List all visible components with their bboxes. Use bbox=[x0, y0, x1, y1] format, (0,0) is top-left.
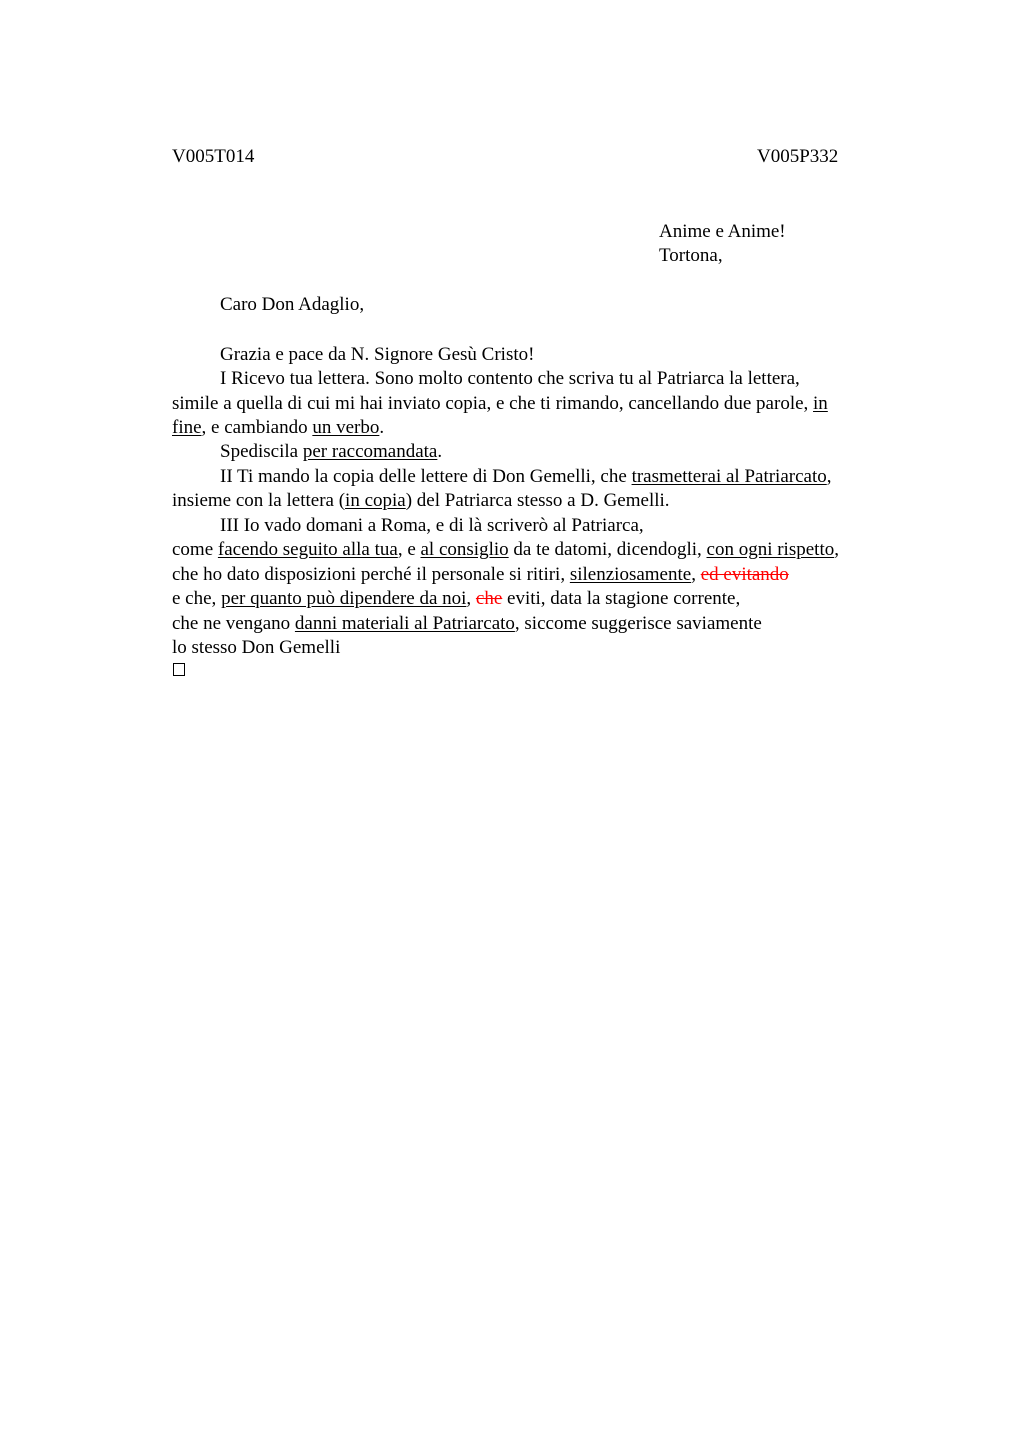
text-run: insieme con la lettera ( bbox=[172, 490, 346, 511]
paragraph-line bbox=[172, 416, 384, 440]
text-run: lo stesso Don Gemelli bbox=[172, 637, 341, 658]
place-line: Tortona, bbox=[659, 245, 723, 266]
text-run: , e bbox=[397, 539, 421, 560]
underlined-text: al consiglio bbox=[420, 539, 509, 560]
text-run: II Ti mando la copia delle lettere di Don Gemelli, che bbox=[220, 466, 632, 487]
text-run: III Io vado domani a Roma, e di là scriverò al Patriarca, bbox=[220, 515, 644, 536]
salutation: Caro Don Adaglio, bbox=[220, 294, 365, 315]
underlined-text: facendo seguito alla tua bbox=[217, 539, 398, 560]
document-code-left: V005T014 bbox=[172, 146, 255, 167]
underlined-text: trasmetterai al Patriarcato bbox=[631, 466, 827, 487]
document-code-right: V005P332 bbox=[757, 146, 839, 167]
text-run: che ho dato disposizioni perché il personale si ritiri, bbox=[172, 564, 570, 585]
underlined-text: per quanto può dipendere da noi bbox=[221, 588, 467, 609]
text-run: , e cambiando bbox=[201, 417, 313, 438]
deleted-text: che bbox=[475, 588, 503, 609]
underlined-text: in copia bbox=[345, 490, 406, 511]
text-run: ) del Patriarca stesso a D. Gemelli. bbox=[405, 490, 670, 511]
missing-glyph-box-icon bbox=[173, 663, 185, 676]
text-run: , siccome suggerisce saviamente bbox=[514, 613, 762, 634]
paragraph-line bbox=[172, 563, 789, 587]
paragraph-line bbox=[172, 489, 670, 513]
paragraph-line bbox=[220, 465, 832, 489]
paragraph-line bbox=[172, 612, 762, 636]
text-run: come bbox=[172, 539, 218, 560]
underlined-text: per raccomandata bbox=[302, 441, 438, 462]
text-run: eviti, data la stagione corrente, bbox=[502, 588, 741, 609]
motto: Anime e Anime! bbox=[659, 221, 786, 242]
underlined-text: in bbox=[813, 393, 828, 414]
underlined-text: un verbo bbox=[312, 417, 380, 438]
paragraph-line bbox=[220, 514, 644, 538]
underlined-text: silenziosamente bbox=[569, 564, 692, 585]
underlined-text: danni materiali al Patriarcato bbox=[294, 613, 515, 634]
text-run: I Ricevo tua lettera. Sono molto contento che scriva tu al Patriarca la lettera, bbox=[220, 368, 800, 389]
text-run: . bbox=[379, 417, 385, 438]
text-run: , bbox=[691, 564, 701, 585]
text-run: da te datomi, dicendogli, bbox=[508, 539, 707, 560]
paragraph-line bbox=[172, 636, 340, 660]
underlined-text: fine bbox=[172, 417, 202, 438]
paragraph-line bbox=[220, 440, 442, 464]
text-run: . bbox=[437, 441, 443, 462]
text-run: , bbox=[826, 466, 832, 487]
paragraph-line bbox=[172, 587, 740, 611]
greeting-text: Grazia e pace da N. Signore Gesù Cristo! bbox=[220, 344, 535, 365]
text-run: e che, bbox=[172, 588, 222, 609]
greeting bbox=[220, 343, 534, 367]
paragraph-line bbox=[220, 367, 800, 391]
paragraph-line bbox=[172, 392, 828, 416]
text-run: , bbox=[834, 539, 839, 560]
underlined-text: con ogni rispetto bbox=[706, 539, 835, 560]
deleted-text: ed evitando bbox=[700, 564, 789, 585]
paragraph-line bbox=[172, 538, 839, 562]
text-run: Spediscila bbox=[220, 441, 303, 462]
text-run: , bbox=[466, 588, 476, 609]
text-run: simile a quella di cui mi hai inviato copia, e che ti rimando, cancellando due parole, bbox=[172, 393, 814, 414]
text-run: che ne vengano bbox=[172, 613, 295, 634]
